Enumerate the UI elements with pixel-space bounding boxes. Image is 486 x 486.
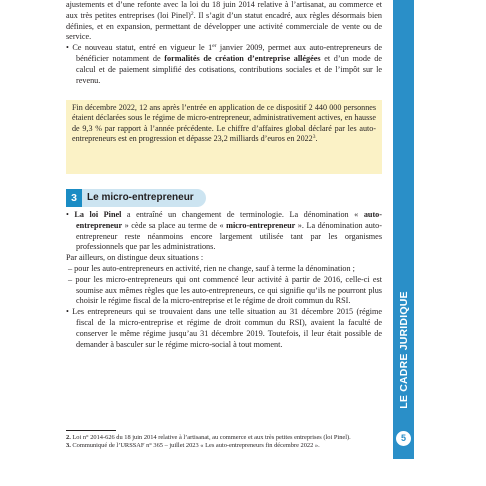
intro-paragraph-2: • Ce nouveau statut, entré en vigueur le 1er janvier 2009, permet aux auto-entrepreneurs de bénéficier notamment de formalités de création d’entreprise allégées et d’un mode de calcul et de paiement simplifié des cotisations, contributions sociales et de l’impôt sur le revenu. bbox=[66, 43, 383, 85]
body-paragraph-pinel: • La loi Pinel a entraîné un changement de terminologie. La dénomination « auto-entrepreneur » cède sa place au terme de « micro-entrepreneur ». La dénomination auto-entrepreneur reste néanmoins encore largement utilisée tant par les organismes professionnels que par les administrations. bbox=[66, 210, 383, 252]
intro-text bbox=[66, 0, 382, 86]
footnotes bbox=[66, 434, 382, 450]
footnote-3: 3. Communiqué de l’URSSAF n° 365 – juillet 2023 « Les auto-entrepreneurs fin décembre 2022 ». bbox=[66, 442, 320, 450]
highlight-box-text: Fin décembre 2022, 12 ans après l’entrée en application de ce dispositif 2 440 000 personnes étaient déclarées sous le régime de micro-entrepreneur, administrativement actives, en hausse de 9,3 % par rapport à l’année précédente. Le chiffre d’affaires global déclaré par les auto-entrepreneurs est en progression et dépasse 23,2 milliards d’euros en 2022$^3$. bbox=[72, 103, 376, 144]
section-title: Le micro-entrepreneur bbox=[82, 189, 206, 207]
body-dash-item-2: – pour les micro-entrepreneurs qui ont commencé leur activité à partir de 2016, celle-ci est soumise aux mêmes règles que les auto-entrepreneurs, ce qui signifie qu’ils ne pourront plus choisir le régime fiscal de la micro-entreprise et le régime de droit commun du RSI. bbox=[68, 274, 382, 306]
section-number: 3 bbox=[66, 189, 82, 207]
footnote-rule bbox=[66, 430, 116, 431]
footnote-2: 2. Loi n° 2014-626 du 18 juin 2014 relative à l’artisanat, au commerce et aux très petites entreprises (loi Pinel). bbox=[66, 434, 351, 441]
intro-paragraph-1: ajustements et d’une refonte avec la loi du 18 juin 2014 relative à l’artisanat, au commerce et aux très petites entreprises (loi Pinel)$^2$. Il s’agit d’un statut encadré, aux règles désormais bien définies, et en expansion, permettant de développer une activité commerciale de vente ou de service. bbox=[66, 0, 382, 42]
body-paragraph-situations: Par ailleurs, on distingue deux situations : bbox=[66, 253, 204, 263]
page-number: 5 bbox=[396, 431, 411, 446]
highlight-box bbox=[66, 100, 382, 174]
body-paragraph-entrepreneurs: • Les entrepreneurs qui se trouvaient dans une telle situation au 31 décembre 2015 (régime fiscal de la micro-entreprise et régime de droit commun du RSI), avaient la faculté de conserver le même régime jusqu’au 31 décembre 2019. Toutefois, il leur était possible de demander à basculer sur le régime micro-social à tout moment. bbox=[66, 307, 382, 349]
section-heading bbox=[66, 189, 206, 207]
main-text bbox=[66, 210, 382, 350]
body-dash-item-1: – pour les auto-entrepreneurs en activité, rien ne change, sauf à terme la dénomination ; bbox=[68, 263, 355, 273]
